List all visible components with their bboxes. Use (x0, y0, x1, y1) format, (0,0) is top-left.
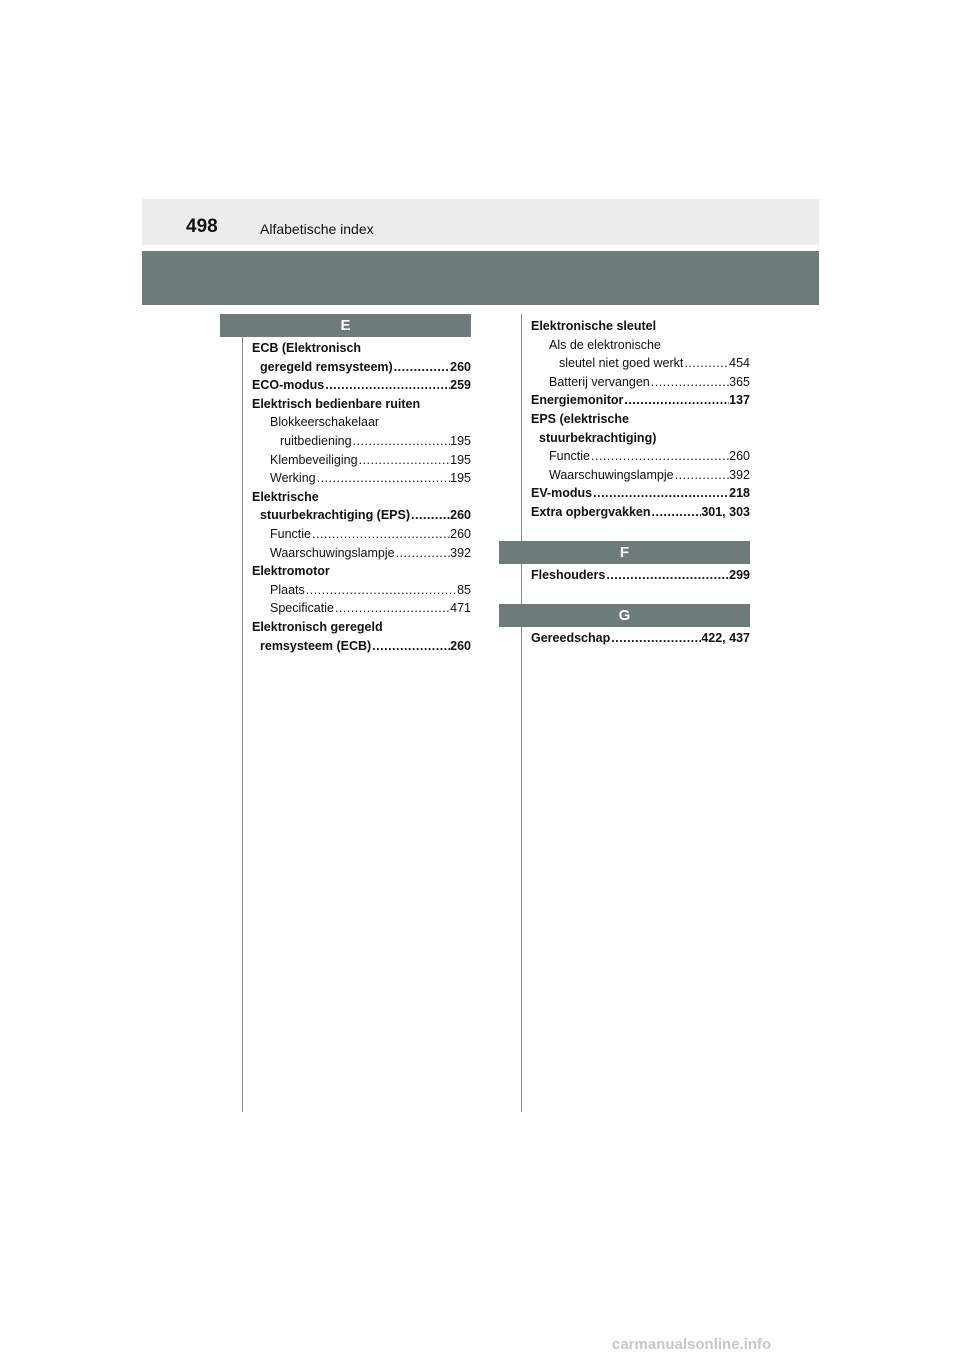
dot-leader (651, 503, 702, 522)
index-entry-page: 260 (450, 526, 471, 541)
index-entry-text: Elektromotor (252, 564, 330, 579)
index-entry-page: 195 (450, 452, 471, 467)
column-divider-right (521, 314, 522, 1112)
dot-leader (352, 432, 451, 451)
index-entry-text: Blokkeerschakelaar (270, 415, 380, 430)
watermark: carmanualsonline.info (612, 1336, 772, 1353)
index-entry-page: 218 (729, 486, 750, 501)
dot-leader (674, 466, 730, 485)
index-entry (252, 376, 471, 395)
index-entry (531, 484, 750, 503)
index-entry-text: ruitbediening (280, 433, 352, 448)
dot-leader (605, 566, 729, 585)
index-entry-text: Functie (270, 526, 311, 541)
index-entry-text: Elektronische sleutel (531, 319, 657, 333)
section-letter-g: G (499, 604, 750, 627)
dot-leader (610, 629, 701, 648)
index-entry-text: Specificatie (270, 601, 334, 616)
index-entry (252, 562, 471, 581)
index-entry (252, 637, 471, 656)
header-band (142, 251, 819, 305)
index-entry-text: Klembeveiliging (270, 452, 358, 467)
index-entry-page: 137 (729, 393, 750, 408)
index-entry (252, 469, 471, 488)
index-entry-page: 392 (729, 467, 750, 482)
dot-leader (590, 447, 729, 466)
index-entry-page: 454 (729, 356, 750, 371)
dot-leader (305, 581, 457, 600)
index-entry-text: Elektrische (252, 489, 319, 504)
index-entry (252, 413, 471, 432)
index-entry-text: stuurbekrachtiging (EPS) (260, 508, 411, 523)
index-entry (252, 618, 471, 637)
index-entry-text: Plaats (270, 582, 305, 597)
section-letter-f: F (499, 541, 750, 564)
index-entry-page: 392 (450, 545, 471, 560)
index-entry (531, 373, 750, 392)
dot-leader (393, 358, 450, 377)
index-entry (531, 410, 750, 429)
index-entry (252, 432, 471, 451)
index-entry (531, 447, 750, 466)
index-entry-text: stuurbekrachtiging) (539, 430, 657, 445)
index-entry (531, 354, 750, 373)
index-entry (252, 525, 471, 544)
dot-leader (324, 376, 450, 395)
index-entry (252, 599, 471, 618)
column-divider-left (242, 314, 243, 1112)
index-entry (252, 581, 471, 600)
index-entry-text: remsysteem (ECB) (260, 638, 372, 653)
index-entry-text: Batterij vervangen (549, 374, 650, 389)
index-entry-page: 299 (729, 568, 750, 582)
dot-leader (316, 469, 451, 488)
index-entry (252, 395, 471, 414)
header-bar (142, 199, 819, 245)
index-entry-text: ECO-modus (252, 378, 325, 393)
index-entry (252, 358, 471, 377)
index-entry-page: 85 (457, 582, 471, 597)
index-entry (252, 544, 471, 563)
index-entry-text: Elektronisch geregeld (252, 619, 383, 634)
index-entry-page: 195 (450, 471, 471, 486)
page-number: 498 (186, 216, 218, 237)
dot-leader (410, 506, 450, 525)
dot-leader (623, 391, 729, 410)
index-entry-text: Elektrisch bedienbare ruiten (252, 396, 421, 411)
index-entry-page: 260 (450, 638, 471, 653)
index-entry-text: Waarschuwingslampje (270, 545, 395, 560)
index-entry (531, 317, 750, 336)
section-title: Alfabetische index (260, 221, 374, 237)
index-entry-page: 195 (450, 433, 471, 448)
section-letter-e: E (220, 314, 471, 337)
index-entry-text: geregeld remsysteem) (260, 359, 393, 374)
index-column-1 (252, 339, 471, 655)
index-entry-text: Waarschuwingslampje (549, 467, 674, 482)
index-entry-page: 260 (450, 359, 471, 374)
index-entry (531, 336, 750, 355)
index-entry-text: Werking (270, 471, 316, 486)
index-entry-text: Energiemonitor (531, 393, 624, 408)
index-entry-text: EV-modus (531, 486, 593, 501)
dot-leader (650, 373, 729, 392)
index-entry-text: sleutel niet goed werkt (559, 356, 684, 371)
index-column-2-f (531, 566, 750, 585)
index-entry (531, 391, 750, 410)
dot-leader (334, 599, 450, 618)
dot-leader (395, 544, 451, 563)
index-entry-page: 471 (450, 601, 471, 616)
index-entry (252, 339, 471, 358)
dot-leader (371, 637, 450, 656)
index-entry-page: 422, 437 (701, 631, 750, 645)
index-entry (252, 506, 471, 525)
index-entry-page: 301, 303 (701, 504, 750, 519)
index-entry (531, 503, 750, 522)
index-entry-text: Extra opbergvakken (531, 504, 651, 519)
index-entry (531, 629, 750, 648)
index-entry (531, 566, 750, 585)
index-entry-page: 365 (729, 374, 750, 389)
dot-leader (358, 451, 451, 470)
index-entry-page: 259 (450, 378, 471, 393)
index-entry-text: ECB (Elektronisch (252, 341, 362, 355)
index-column-2 (531, 317, 750, 522)
index-entry-text: Functie (549, 449, 590, 464)
index-column-2-g (531, 629, 750, 648)
dot-leader (683, 354, 729, 373)
dot-leader (592, 484, 729, 503)
index-entry-text: Als de elektronische (549, 337, 661, 352)
index-entry-text: Fleshouders (531, 568, 606, 582)
index-entry (252, 488, 471, 507)
index-entry-page: 260 (729, 449, 750, 464)
index-entry (252, 451, 471, 470)
index-entry-text: Gereedschap (531, 631, 611, 645)
index-entry-text: EPS (elektrische (531, 411, 629, 426)
index-entry (531, 466, 750, 485)
index-entry (531, 429, 750, 448)
dot-leader (311, 525, 450, 544)
index-entry-page: 260 (450, 508, 471, 523)
